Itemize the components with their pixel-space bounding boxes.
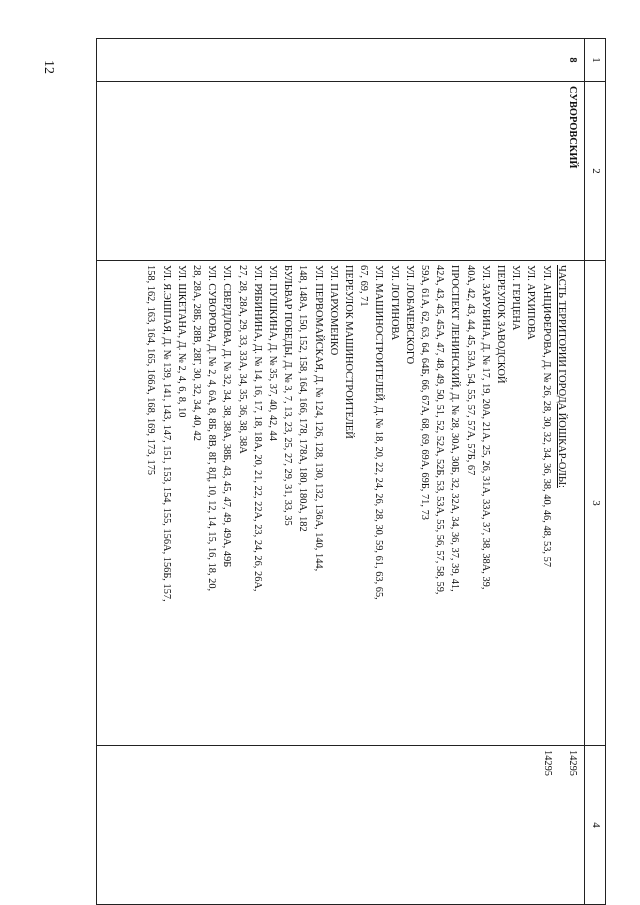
- address-line: 158, 162, 163, 164, 165, 166А, 168, 169, 173, 175: [145, 265, 157, 476]
- header-row: [585, 39, 606, 905]
- district-name: СУВОРОВСКИЙ: [97, 82, 585, 261]
- population-value: 14295: [567, 750, 578, 776]
- address-line: УЛ. МАШИНОСТРОИТЕЛЕЙ, Д. № 18, 20, 22, 24, 26, 28, 30, 59, 61, 63, 65,: [373, 265, 385, 600]
- address-line: УЛ. СУВОРОВА, Д. № 2, 4, 6А, 8, 8Б, 8В, 8Г, 8Д, 10, 12, 14, 15, 16, 18, 20,: [206, 265, 218, 592]
- address-line: УЛ. ПЕРВОМАЙСКАЯ, Д. № 124, 126, 128, 130, 132, 136А, 140, 144,: [312, 265, 324, 572]
- address-list: [97, 261, 585, 746]
- address-line: УЛ. РЯБИНИНА, Д. № 14, 16, 17, 18, 18А, 20, 21, 22, 22А, 23, 24, 26, 26А,: [251, 265, 263, 592]
- address-line: 59А, 61А, 62, 63, 64, 64Б, 66, 67А, 68, 69, 69А, 69Б, 71, 73: [418, 265, 430, 520]
- population-cell: [97, 746, 585, 905]
- header-col-2: 2: [585, 82, 606, 261]
- population-value: 14295: [541, 750, 553, 776]
- address-line: УЛ. АРХИПОВА: [525, 265, 537, 340]
- district-table: [96, 38, 606, 905]
- row-number: 8: [97, 39, 585, 82]
- header-col-4: 4: [585, 746, 606, 905]
- address-line: 148, 148А, 150, 152, 158, 164, 166, 178, 178А, 180, 180А, 182: [297, 265, 309, 532]
- address-line: УЛ. ЗАРУБИНА, Д. № 17, 19, 20А, 21А, 25, 26, 31А, 33А, 37, 38, 38А, 39,: [479, 265, 491, 590]
- rotated-table-sheet: [96, 38, 606, 868]
- address-line: УЛ. ПУШКИНА, Д. № 35, 37, 40, 42, 44: [266, 265, 278, 441]
- address-line: УЛ. СВЕРДЛОВА, Д. № 32, 34, 38, 38А, 38Б, 43, 45, 47, 49, 49А, 49Б: [221, 265, 233, 568]
- address-line: 28, 28А, 28Б, 28В, 28Г, 30, 32, 34, 40, 42: [190, 265, 202, 441]
- address-line: 27, 28, 28А, 29, 33, 33А, 34, 35, 36, 38, 38А: [236, 265, 248, 454]
- address-line-blank: [569, 265, 584, 741]
- address-lines: [143, 265, 553, 741]
- address-line: УЛ. ПАРХОМЕНКО: [327, 265, 339, 356]
- address-line: 40А, 42, 43, 44, 45, 53А, 54, 55, 57, 57А, 57Б, 67: [464, 265, 476, 476]
- table-row: [97, 39, 585, 905]
- header-col-1: 1: [585, 39, 606, 82]
- territory-intro: ЧАСТЬ ТЕРРИТОРИИ ГОРОДА ЙОШКАР-ОЛЫ:: [555, 265, 567, 488]
- address-line: УЛ. ЛОГИНОВА: [388, 265, 400, 341]
- page-number: 12: [41, 60, 56, 74]
- address-line: 67, 69, 71: [358, 265, 370, 307]
- address-line: 42А, 43, 45, 45А, 47, 48, 49, 50, 51, 52, 52А, 52Б, 53, 53А, 55, 56, 57, 58, 59,: [434, 265, 446, 595]
- address-line: УЛ. ЛОБАЧЕВСКОГО: [403, 265, 415, 365]
- address-line: УЛ. АНЦИФЕРОВА, Д. № 26, 28, 30, 32, 34, 36, 38, 40, 46, 48, 53, 57: [540, 265, 552, 568]
- address-line: УЛ. Я.ЭШПАЯ, Д. № 139, 141, 143, 147, 151, 153, 154, 155, 156А, 156Б, 157,: [160, 265, 172, 602]
- address-line: УЛ. ШКЕТАНА, Д. № 2, 4, 6, 8, 10: [175, 265, 187, 418]
- address-line: УЛ. ГЕРЦЕНА: [510, 265, 522, 331]
- header-col-3: 3: [585, 261, 606, 746]
- address-line: ПЕРЕУЛОК ЗАВОДСКОЙ: [494, 265, 506, 384]
- address-line: ПЕРЕУЛОК МАШИНОСТРОИТЕЛЕЙ: [342, 265, 354, 439]
- address-line: БУЛЬВАР ПОБЕДЫ, Д. № 3, 7, 13, 23, 25, 27, 29, 31, 33, 35: [282, 265, 294, 526]
- address-line: ПРОСПЕКТ ЛЕНИНСКИЙ, Д. № 28, 30А, 30Б, 32, 32А, 34, 36, 37, 39, 41,: [449, 265, 461, 592]
